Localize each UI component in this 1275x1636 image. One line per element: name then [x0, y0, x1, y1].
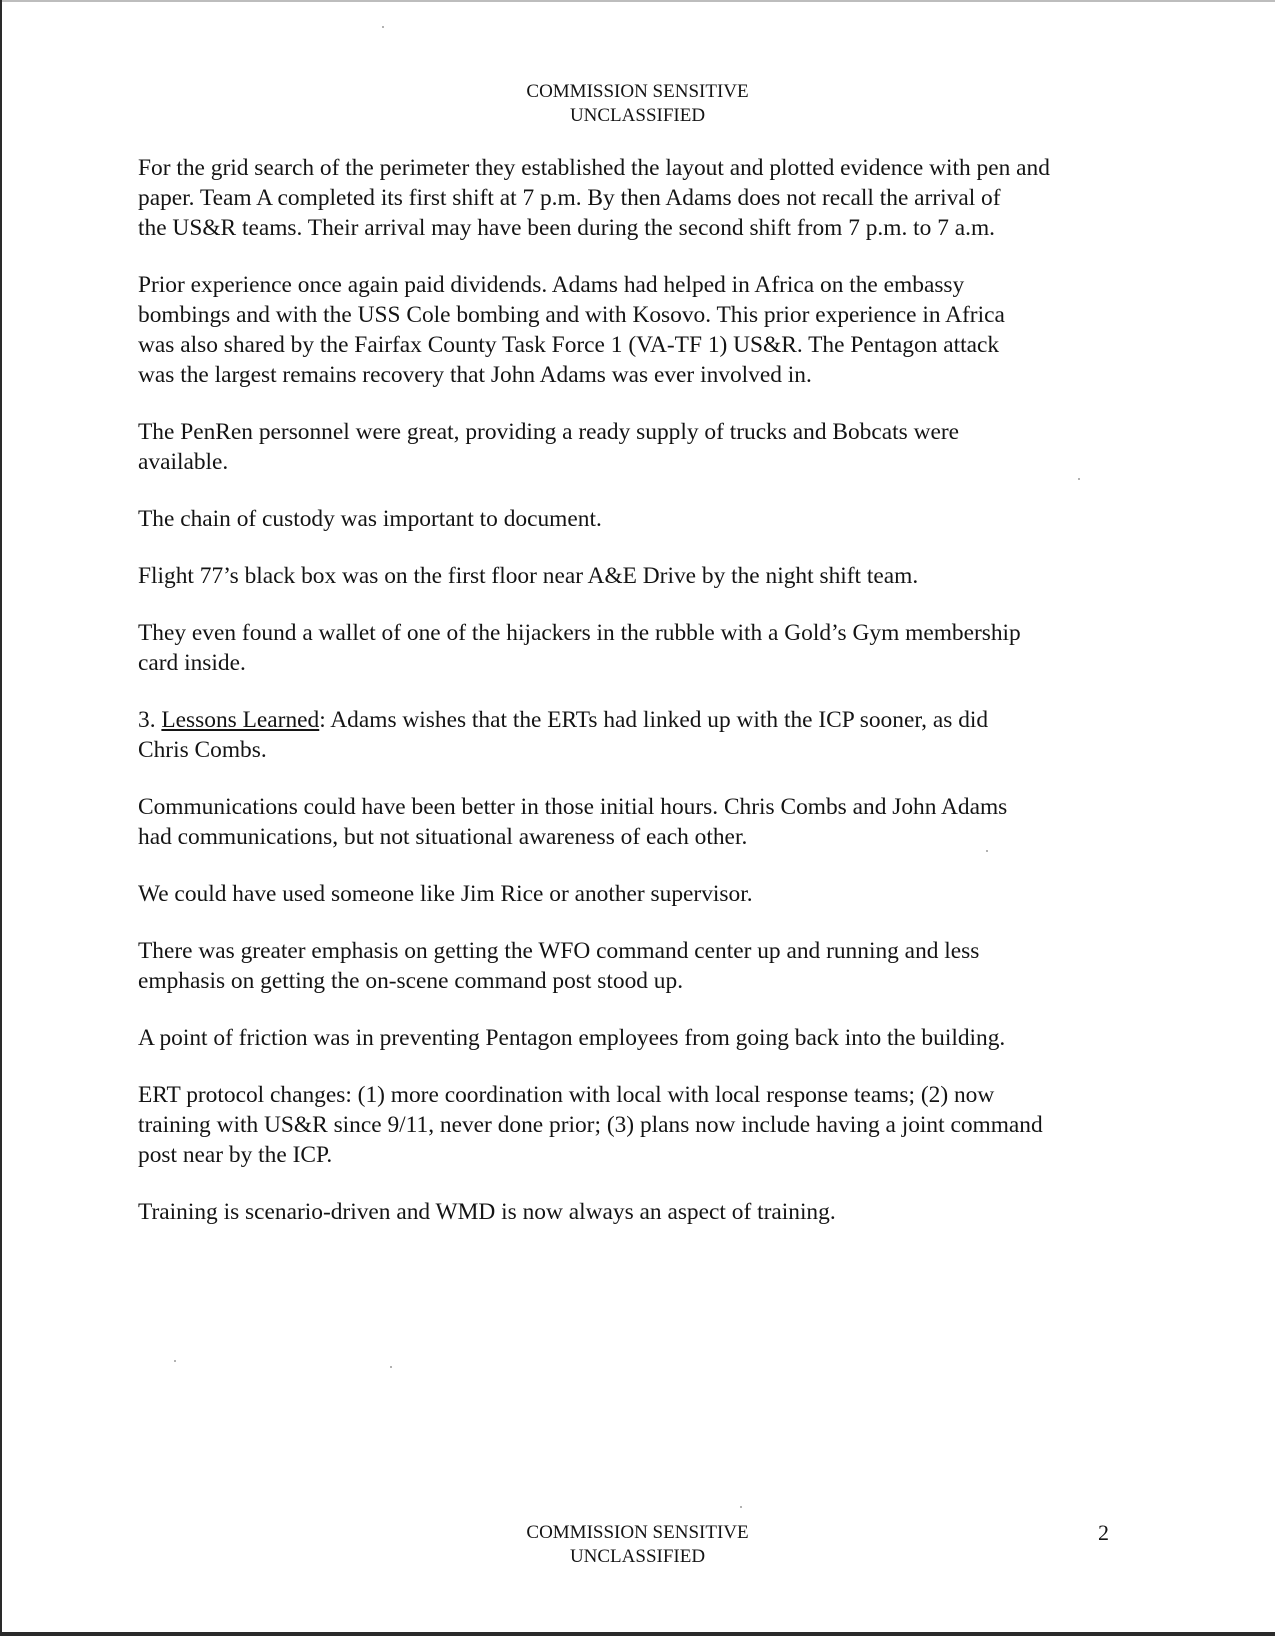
text-line: had communications, but not situational awareness of each other. [138, 824, 748, 850]
text-line: We could have used someone like Jim Rice or another supervisor. [138, 881, 753, 907]
text-line: They even found a wallet of one of the hijackers in the rubble with a Gold’s Gym membership [138, 620, 1021, 646]
paragraph-communications [138, 792, 1138, 852]
text-line: ERT protocol changes: (1) more coordination with local with local response teams; (2) now [138, 1082, 995, 1108]
text-line: post near by the ICP. [138, 1142, 333, 1168]
text-line [138, 705, 1138, 735]
footer-sensitivity-label: COMMISSION SENSITIVE [526, 1522, 749, 1543]
classification-footer [0, 1521, 1275, 1569]
text-line: A point of friction was in preventing Pentagon employees from going back into the building. [138, 1025, 1006, 1051]
scan-speck [986, 850, 988, 852]
text-line: emphasis on getting the on-scene command post stood up. [138, 968, 684, 994]
text-line: paper. Team A completed its first shift at 7 p.m. By then Adams does not recall the arrival of [138, 185, 1001, 211]
text-line: was the largest remains recovery that John Adams was ever involved in. [138, 362, 812, 388]
document-body [138, 153, 1138, 1254]
scan-speck [382, 26, 384, 28]
text-line: training with US&R since 9/11, never done prior; (3) plans now include having a joint command [138, 1112, 1043, 1138]
text-line: Prior experience once again paid dividends. Adams had helped in Africa on the embassy [138, 272, 965, 298]
text-line: Training is scenario-driven and WMD is now always an aspect of training. [138, 1199, 836, 1225]
paragraph-training [138, 1197, 1138, 1227]
paragraph-lessons-learned [138, 705, 1138, 765]
scan-speck [740, 1506, 742, 1508]
paragraph-friction [138, 1023, 1138, 1053]
section-heading: Lessons Learned [161, 707, 320, 733]
text-line: the US&R teams. Their arrival may have been during the second shift from 7 p.m. to 7 a.m. [138, 215, 996, 241]
page-edge-top [0, 0, 1275, 2]
paragraph-command-center [138, 936, 1138, 996]
paragraph-penren-personnel [138, 417, 1138, 477]
paragraph-prior-experience [138, 270, 1138, 390]
text-line: Flight 77’s black box was on the first floor near A&E Drive by the night shift team. [138, 563, 919, 589]
footer-classification-label: UNCLASSIFIED [569, 1546, 706, 1567]
scan-speck [174, 1360, 176, 1362]
paragraph-grid-search [138, 153, 1138, 243]
paragraph-black-box [138, 561, 1138, 591]
page-number: 2 [1098, 1520, 1109, 1545]
text-line: Chris Combs. [138, 737, 267, 763]
paragraph-wallet [138, 618, 1138, 678]
page-edge-left [0, 0, 2, 1636]
text-line: available. [138, 449, 229, 475]
text-line: There was greater emphasis on getting the WFO command center up and running and less [138, 938, 980, 964]
header-classification-label: UNCLASSIFIED [569, 105, 706, 126]
text-line: card inside. [138, 650, 246, 676]
header-sensitivity-label: COMMISSION SENSITIVE [526, 81, 749, 102]
text-line: The chain of custody was important to document. [138, 506, 602, 532]
classification-header [0, 80, 1275, 128]
paragraph-chain-of-custody [138, 504, 1138, 534]
text-line: The PenRen personnel were great, providing a ready supply of trucks and Bobcats were [138, 419, 960, 445]
paragraph-supervisor [138, 879, 1138, 909]
section-number: 3. [138, 707, 162, 733]
scan-speck [1078, 478, 1080, 480]
text-line: bombings and with the USS Cole bombing and with Kosovo. This prior experience in Africa [138, 302, 1005, 328]
paragraph-protocol-changes [138, 1080, 1138, 1170]
text-line: For the grid search of the perimeter they established the layout and plotted evidence with pen and [138, 155, 1050, 181]
page-edge-bottom [0, 1632, 1275, 1636]
section-text: : Adams wishes that the ERTs had linked up with the ICP sooner, as did [319, 707, 989, 733]
text-line: was also shared by the Fairfax County Task Force 1 (VA-TF 1) US&R. The Pentagon attack [138, 332, 1000, 358]
scan-speck [390, 1366, 392, 1368]
text-line: Communications could have been better in those initial hours. Chris Combs and John Adams [138, 794, 1008, 820]
